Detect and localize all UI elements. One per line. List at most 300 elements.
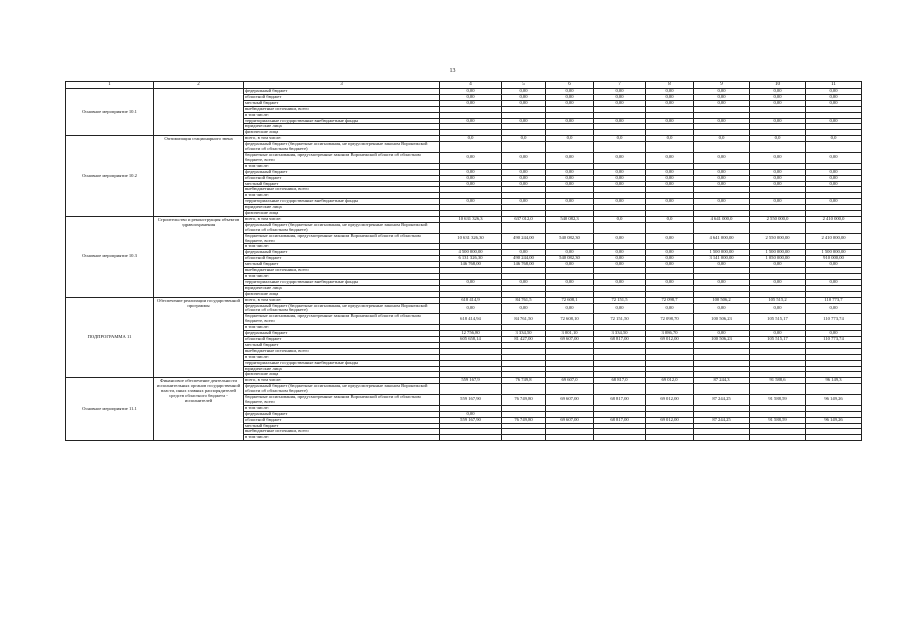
amount-cell: 10 631 326,30	[440, 233, 502, 244]
amount-cell	[594, 435, 646, 441]
funding-source-label: территориальные государственные внебюджетные фонды	[244, 118, 440, 124]
amount-cell	[694, 384, 750, 395]
amount-cell: 146 768,00	[502, 262, 546, 268]
funding-source-label: федеральный бюджет (бюджетные ассигнования, не предусмотренные законом Воронежской области об областном бюджете)	[244, 303, 440, 314]
amount-cell: 2 410 000,0	[806, 216, 862, 222]
amount-cell	[750, 222, 806, 233]
amount-cell: 3 086,70	[646, 331, 694, 337]
amount-cell: 0,00	[646, 199, 694, 205]
amount-cell: 110 773,7	[806, 297, 862, 303]
amount-cell	[806, 222, 862, 233]
amount-cell: 69 607,0	[546, 378, 594, 384]
amount-cell	[646, 384, 694, 395]
column-number: 5	[502, 82, 546, 89]
funding-source-label: внебюджетные источники, всего	[244, 106, 440, 112]
column-number: 9	[694, 82, 750, 89]
amount-cell: 0,00	[546, 262, 594, 268]
amount-cell: 72 098,7	[646, 297, 694, 303]
amount-cell: 0,00	[750, 100, 806, 106]
amount-cell: 3 334,50	[594, 331, 646, 337]
amount-cell: 0,00	[806, 152, 862, 163]
amount-cell: 0,0	[694, 136, 750, 142]
amount-cell: 0,00	[594, 169, 646, 175]
amount-cell: 0,00	[502, 175, 546, 181]
amount-cell	[546, 222, 594, 233]
amount-cell: 69 607,00	[546, 395, 594, 406]
amount-cell: 0,00	[594, 199, 646, 205]
amount-cell: 0,00	[440, 411, 502, 417]
amount-cell: 0,00	[440, 181, 502, 187]
amount-cell: 0,00	[646, 256, 694, 262]
header-row	[66, 82, 862, 89]
amount-cell: 69 012,00	[646, 336, 694, 342]
amount-cell: 0,00	[646, 118, 694, 124]
budget-table	[65, 81, 862, 441]
activity-description: Обеспечение реализации государственной программы	[154, 297, 244, 378]
amount-cell: 0,00	[694, 118, 750, 124]
amount-cell: 0,00	[546, 94, 594, 100]
amount-cell: 0,00	[502, 118, 546, 124]
amount-cell: 0,0	[440, 136, 502, 142]
funding-source-label: всего, в том числе:	[244, 136, 440, 142]
amount-cell	[750, 384, 806, 395]
amount-cell: 0,00	[646, 175, 694, 181]
amount-cell	[594, 222, 646, 233]
amount-cell: 100 506,2	[694, 297, 750, 303]
funding-source-label: внебюджетные источники, всего	[244, 429, 440, 435]
amount-cell: 0,0	[646, 136, 694, 142]
column-number: 8	[646, 82, 694, 89]
column-number: 11	[806, 82, 862, 89]
amount-cell: 69 012,00	[646, 395, 694, 406]
amount-cell	[546, 142, 594, 153]
amount-cell: 69 607,00	[546, 417, 594, 423]
amount-cell: 0,00	[694, 279, 750, 285]
amount-cell: 12 756,80	[440, 331, 502, 337]
amount-cell: 96 149,3	[806, 378, 862, 384]
amount-cell: 68 817,00	[594, 336, 646, 342]
amount-cell: 0,00	[806, 331, 862, 337]
activity-name: Основное мероприятие 10.1	[66, 89, 154, 136]
amount-cell: 0,00	[694, 303, 750, 314]
funding-source-label: областной бюджет	[244, 94, 440, 100]
amount-cell: 0,00	[750, 118, 806, 124]
amount-cell: 0,00	[646, 94, 694, 100]
amount-cell: 0,00	[502, 152, 546, 163]
amount-cell: 0,00	[594, 181, 646, 187]
activity-description: Строительство и реконструкция объектов здравоохранения	[154, 216, 244, 297]
amount-cell: 618 414,9	[440, 297, 502, 303]
amount-cell: 0,00	[750, 199, 806, 205]
amount-cell	[594, 384, 646, 395]
amount-cell	[750, 435, 806, 441]
funding-source-label: физические лица	[244, 291, 440, 297]
amount-cell: 0,00	[806, 199, 862, 205]
amount-cell: 0,00	[546, 89, 594, 95]
activity-name: Основное мероприятие 11.1	[66, 378, 154, 441]
amount-cell	[502, 384, 546, 395]
amount-cell: 0,00	[646, 100, 694, 106]
column-number: 6	[546, 82, 594, 89]
amount-cell: 0,00	[806, 279, 862, 285]
funding-source-label: федеральный бюджет	[244, 89, 440, 95]
funding-source-label: областной бюджет	[244, 175, 440, 181]
amount-cell: 0,00	[502, 94, 546, 100]
funding-source-label: областной бюджет	[244, 417, 440, 423]
amount-cell: 0,00	[806, 169, 862, 175]
amount-cell: 0,00	[546, 199, 594, 205]
amount-cell: 0,00	[806, 181, 862, 187]
amount-cell: 81 427,00	[502, 336, 546, 342]
amount-cell: 0,00	[546, 181, 594, 187]
amount-cell: 0,00	[502, 199, 546, 205]
amount-cell: 0,00	[646, 303, 694, 314]
amount-cell: 0,00	[594, 100, 646, 106]
amount-cell: 540 082,3	[546, 216, 594, 222]
funding-source-label: федеральный бюджет (бюджетные ассигнования, не предусмотренные законом Воронежской области об областном бюджете)	[244, 222, 440, 233]
funding-source-label: в том числе:	[244, 435, 440, 441]
amount-cell: 4 641 000,00	[694, 233, 750, 244]
amount-cell: 0,00	[646, 181, 694, 187]
amount-cell: 0,00	[750, 94, 806, 100]
activity-name: ПОДПРОГРАММА 11	[66, 297, 154, 378]
amount-cell: 0,00	[646, 250, 694, 256]
amount-cell: 0,00	[750, 89, 806, 95]
amount-cell: 10 631 326,3	[440, 216, 502, 222]
amount-cell: 0,00	[806, 175, 862, 181]
amount-cell: 6 131 326,30	[440, 256, 502, 262]
amount-cell	[750, 142, 806, 153]
amount-cell: 91 588,59	[750, 395, 806, 406]
funding-source-label: территориальные государственные внебюджетные фонды	[244, 199, 440, 205]
amount-cell: 0,00	[750, 279, 806, 285]
amount-cell: 0,00	[806, 262, 862, 268]
amount-cell: 69 607,00	[546, 336, 594, 342]
amount-cell: 0,00	[694, 199, 750, 205]
amount-cell: 0,00	[594, 233, 646, 244]
amount-cell: 1 050 000,00	[750, 256, 806, 262]
amount-cell: 69 012,00	[646, 417, 694, 423]
amount-cell: 559 167,90	[440, 395, 502, 406]
amount-cell	[806, 142, 862, 153]
funding-source-label: территориальные государственные внебюджетные фонды	[244, 279, 440, 285]
funding-source-label: местный бюджет	[244, 100, 440, 106]
amount-cell: 146 768,00	[440, 262, 502, 268]
funding-source-label: в том числе:	[244, 163, 440, 169]
funding-source-label: федеральный бюджет	[244, 250, 440, 256]
funding-source-label: местный бюджет	[244, 262, 440, 268]
amount-cell: 87 244,3	[694, 378, 750, 384]
amount-cell: 0,00	[546, 100, 594, 106]
amount-cell: 0,00	[502, 250, 546, 256]
amount-cell	[546, 384, 594, 395]
amount-cell: 105 515,17	[750, 336, 806, 342]
amount-cell: 0,0	[502, 136, 546, 142]
amount-cell: 490 244,00	[502, 256, 546, 262]
amount-cell	[502, 435, 546, 441]
column-number: 3	[244, 82, 440, 89]
amount-cell: 0,00	[594, 89, 646, 95]
amount-cell: 0,00	[750, 181, 806, 187]
amount-cell: 0,00	[694, 175, 750, 181]
amount-cell: 0,0	[546, 136, 594, 142]
funding-source-label: местный бюджет	[244, 181, 440, 187]
amount-cell: 0,00	[594, 175, 646, 181]
amount-cell: 910 000,00	[806, 256, 862, 262]
column-number: 2	[154, 82, 244, 89]
amount-cell: 1 500 000,00	[750, 250, 806, 256]
amount-cell: 0,0	[594, 136, 646, 142]
amount-cell: 0,00	[646, 262, 694, 268]
amount-cell: 68 817,0	[594, 378, 646, 384]
amount-cell: 0,00	[694, 169, 750, 175]
amount-cell	[646, 435, 694, 441]
amount-cell: 1 500 000,00	[806, 250, 862, 256]
funding-source-label: внебюджетные источники, всего	[244, 268, 440, 274]
amount-cell: 0,00	[502, 100, 546, 106]
amount-cell: 69 012,0	[646, 378, 694, 384]
amount-cell: 540 082,30	[546, 256, 594, 262]
amount-cell: 0,00	[440, 94, 502, 100]
funding-source-label: всего, в том числе:	[244, 297, 440, 303]
funding-source-label: федеральный бюджет	[244, 411, 440, 417]
amount-cell: 0,00	[440, 279, 502, 285]
amount-cell: 76 749,80	[502, 417, 546, 423]
amount-cell	[694, 222, 750, 233]
amount-cell: 72 608,10	[546, 314, 594, 325]
amount-cell: 0,00	[806, 100, 862, 106]
amount-cell: 0,00	[806, 89, 862, 95]
amount-cell: 0,00	[502, 89, 546, 95]
column-number: 1	[66, 82, 154, 89]
funding-source-label: бюджетные ассигнования, предусмотренные законом Воронежской области об областном бюджете, всего	[244, 233, 440, 244]
amount-cell: 110 773,74	[806, 336, 862, 342]
funding-source-label: в том числе:	[244, 325, 440, 331]
column-number: 10	[750, 82, 806, 89]
amount-cell	[440, 384, 502, 395]
amount-cell: 84 761,5	[502, 297, 546, 303]
amount-cell: 87 244,25	[694, 417, 750, 423]
amount-cell: 0,00	[750, 303, 806, 314]
amount-cell: 0,0	[646, 216, 694, 222]
amount-cell: 0,00	[750, 331, 806, 337]
amount-cell: 0,00	[806, 303, 862, 314]
activity-description: Финансовое обеспечение деятельности исполнительных органов государственной власти, иных главных распорядителей средств областного бюджета - исполнителей	[154, 378, 244, 441]
amount-cell: 0,00	[440, 100, 502, 106]
amount-cell: 91 588,59	[750, 417, 806, 423]
amount-cell: 3 141 000,00	[694, 256, 750, 262]
activity-description: Оптимизация стационарного звена	[154, 136, 244, 217]
amount-cell: 0,00	[594, 262, 646, 268]
column-number: 4	[440, 82, 502, 89]
activity-name: Основное мероприятие 10.2	[66, 136, 154, 217]
amount-cell: 68 817,00	[594, 417, 646, 423]
amount-cell	[694, 142, 750, 153]
amount-cell: 72 098,70	[646, 314, 694, 325]
amount-cell: 4 500 000,00	[440, 250, 502, 256]
funding-source-label: в том числе:	[244, 405, 440, 411]
amount-cell: 0,00	[750, 152, 806, 163]
amount-cell: 0,00	[594, 118, 646, 124]
amount-cell: 0,00	[694, 94, 750, 100]
amount-cell: 100 506,23	[694, 336, 750, 342]
amount-cell: 0,00	[440, 199, 502, 205]
amount-cell: 559 167,9	[440, 378, 502, 384]
amount-cell: 0,00	[502, 279, 546, 285]
amount-cell: 618 414,94	[440, 314, 502, 325]
funding-source-label: в том числе:	[244, 193, 440, 199]
amount-cell: 0,00	[502, 169, 546, 175]
activity-description	[154, 89, 244, 136]
amount-cell: 0,0	[750, 136, 806, 142]
amount-cell: 91 588,6	[750, 378, 806, 384]
amount-cell: 0,00	[694, 331, 750, 337]
amount-cell: 0,00	[546, 169, 594, 175]
amount-cell: 0,00	[440, 175, 502, 181]
funding-source-label: всего, в том числе:	[244, 378, 440, 384]
amount-cell: 72 151,50	[594, 314, 646, 325]
funding-source-label: федеральный бюджет (бюджетные ассигнования, не предусмотренные законом Воронежской области об областном бюджете)	[244, 142, 440, 153]
amount-cell: 0,00	[594, 152, 646, 163]
amount-cell: 0,00	[694, 152, 750, 163]
amount-cell	[694, 435, 750, 441]
amount-cell: 0,0	[594, 216, 646, 222]
amount-cell: 540 082,30	[546, 233, 594, 244]
amount-cell	[594, 142, 646, 153]
amount-cell: 0,00	[440, 303, 502, 314]
amount-cell: 0,00	[750, 169, 806, 175]
amount-cell	[646, 142, 694, 153]
amount-cell: 1 500 000,00	[694, 250, 750, 256]
amount-cell: 84 761,50	[502, 314, 546, 325]
funding-source-label: в том числе:	[244, 274, 440, 280]
amount-cell: 68 817,00	[594, 395, 646, 406]
funding-source-label: бюджетные ассигнования, предусмотренные законом Воронежской области об областном бюджете, всего	[244, 152, 440, 163]
amount-cell: 105 515,17	[750, 314, 806, 325]
amount-cell	[806, 384, 862, 395]
funding-source-label: местный бюджет	[244, 423, 440, 429]
funding-source-label: юридические лица	[244, 124, 440, 130]
amount-cell	[440, 435, 502, 441]
amount-cell: 0,00	[594, 279, 646, 285]
funding-source-label: территориальные государственные внебюджетные фонды	[244, 360, 440, 366]
funding-source-label: областной бюджет	[244, 336, 440, 342]
amount-cell: 490 244,00	[502, 233, 546, 244]
amount-cell: 2 550 000,0	[750, 216, 806, 222]
funding-source-label: внебюджетные источники, всего	[244, 187, 440, 193]
funding-source-label: в том числе:	[244, 354, 440, 360]
funding-source-label: бюджетные ассигнования, предусмотренные законом Воронежской области об областном бюджете, всего	[244, 314, 440, 325]
amount-cell: 2 550 000,00	[750, 233, 806, 244]
funding-source-label: юридические лица	[244, 285, 440, 291]
amount-cell: 0,00	[806, 118, 862, 124]
amount-cell: 0,00	[646, 233, 694, 244]
amount-cell: 0,00	[546, 279, 594, 285]
funding-source-label: бюджетные ассигнования, предусмотренные законом Воронежской области об областном бюджете, всего	[244, 395, 440, 406]
amount-cell: 76 749,80	[502, 395, 546, 406]
amount-cell: 105 515,2	[750, 297, 806, 303]
amount-cell: 0,00	[502, 181, 546, 187]
amount-cell: 0,00	[546, 303, 594, 314]
amount-cell: 72 608,1	[546, 297, 594, 303]
amount-cell: 605 658,14	[440, 336, 502, 342]
amount-cell: 2 410 000,00	[806, 233, 862, 244]
funding-source-label: юридические лица	[244, 366, 440, 372]
amount-cell: 0,00	[440, 118, 502, 124]
amount-cell: 559 167,90	[440, 417, 502, 423]
amount-cell	[806, 435, 862, 441]
amount-cell: 0,00	[546, 175, 594, 181]
amount-cell: 0,00	[546, 118, 594, 124]
amount-cell: 0,00	[646, 89, 694, 95]
amount-cell: 72 151,5	[594, 297, 646, 303]
amount-cell: 0,00	[594, 250, 646, 256]
column-number: 7	[594, 82, 646, 89]
amount-cell: 0,00	[594, 256, 646, 262]
amount-cell	[440, 142, 502, 153]
funding-source-label: федеральный бюджет (бюджетные ассигнования, не предусмотренные законом Воронежской области об областном бюджете)	[244, 384, 440, 395]
amount-cell: 0,00	[750, 262, 806, 268]
funding-source-label: в том числе:	[244, 112, 440, 118]
amount-cell	[440, 222, 502, 233]
funding-source-label: физические лица	[244, 211, 440, 217]
amount-cell: 0,00	[646, 152, 694, 163]
amount-cell: 0,00	[750, 175, 806, 181]
amount-cell: 0,00	[440, 152, 502, 163]
amount-cell: 0,00	[694, 262, 750, 268]
amount-cell: 3 334,50	[502, 331, 546, 337]
amount-cell: 0,00	[694, 89, 750, 95]
amount-cell	[502, 142, 546, 153]
amount-cell: 0,00	[694, 181, 750, 187]
funding-source-label: всего, в том числе:	[244, 216, 440, 222]
amount-cell	[502, 222, 546, 233]
amount-cell: 4 641 000,0	[694, 216, 750, 222]
amount-cell: 100 506,23	[694, 314, 750, 325]
amount-cell: 637 012,0	[502, 216, 546, 222]
amount-cell: 96 149,26	[806, 417, 862, 423]
amount-cell	[546, 435, 594, 441]
funding-source-label: юридические лица	[244, 205, 440, 211]
amount-cell: 0,00	[594, 94, 646, 100]
amount-cell	[646, 222, 694, 233]
amount-cell: 0,00	[646, 279, 694, 285]
amount-cell: 76 749,8	[502, 378, 546, 384]
amount-cell: 96 149,26	[806, 395, 862, 406]
amount-cell: 0,00	[440, 169, 502, 175]
amount-cell: 0,00	[646, 169, 694, 175]
amount-cell: 87 244,25	[694, 395, 750, 406]
amount-cell: 0,00	[502, 303, 546, 314]
amount-cell: 3 001,10	[546, 331, 594, 337]
page-number: 13	[449, 68, 456, 74]
amount-cell: 0,00	[694, 100, 750, 106]
funding-source-label: федеральный бюджет	[244, 331, 440, 337]
amount-cell: 0,00	[546, 250, 594, 256]
amount-cell: 0,0	[806, 136, 862, 142]
funding-source-label: областной бюджет	[244, 256, 440, 262]
funding-source-label: в том числе:	[244, 244, 440, 250]
activity-name: Основное мероприятие 10.3	[66, 216, 154, 297]
funding-source-label: физические лица	[244, 372, 440, 378]
funding-source-label: внебюджетные источники, всего	[244, 348, 440, 354]
funding-source-label: местный бюджет	[244, 342, 440, 348]
amount-cell: 0,00	[806, 94, 862, 100]
funding-source-label: федеральный бюджет	[244, 169, 440, 175]
amount-cell: 0,00	[594, 303, 646, 314]
amount-cell: 110 773,74	[806, 314, 862, 325]
amount-cell: 0,00	[440, 89, 502, 95]
